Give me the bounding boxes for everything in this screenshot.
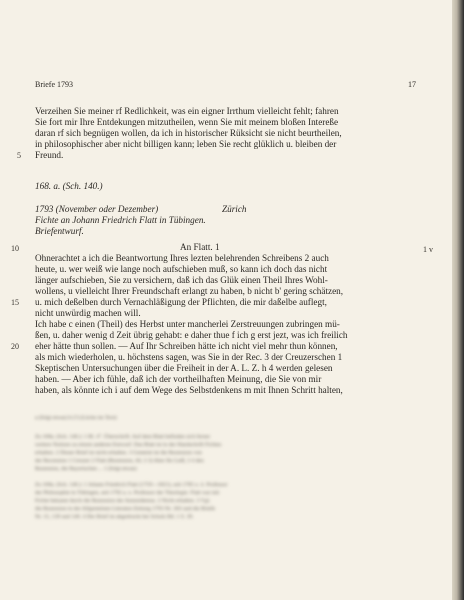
letter-type: Briefentwurf. xyxy=(35,226,84,236)
text-line: nicht unwürdig machen will. xyxy=(35,308,141,318)
text-line: eher hätte thun sollen. — Auf Ihr Schreiben hätte ich nicht viel mehr thun können, xyxy=(35,341,338,351)
page-number: 17 xyxy=(408,80,416,89)
footnote-line: Zu 168a. (Sch. 140.): 1 Bl. 4°. Überschrift. Auf dem Blatt befinden sich ferner xyxy=(35,434,211,440)
text-line: länger aufschieben, Sie zu versichern, daß ich das Glük einen Theil Ihres Wohl- xyxy=(35,275,328,285)
salutation: An Flatt. 1 xyxy=(180,242,220,252)
line-number: 20 xyxy=(11,342,19,351)
footnote-line: a (folgt etwas) b (?) (Lücke im Text) xyxy=(35,415,117,421)
letter-number: 168. a. (Sch. 140.) xyxy=(35,181,103,191)
text-line: Verzeihen Sie meiner rf Redlichkeit, was ein eigner Irrthum vielleicht fehlt; fahren xyxy=(35,106,339,116)
running-title: Briefe 1793 xyxy=(35,80,73,89)
margin-reference: 1 v xyxy=(423,245,433,254)
footnote-line: weitere Notizen zu einem anderen Entwurf. Das Blatt ist in der Handschrift Fichtes xyxy=(35,442,222,448)
footnote-line: der Recension 1 Creuzer 2 Flatt (Rezension, AL 3 3) Aber Ihr Ließ, 3 4 den xyxy=(35,458,204,464)
text-line: ßen, u. daher wenig d Zeit übrig gehabt: e daher thue f ich g erst jezt, was ich freilich xyxy=(35,330,348,340)
text-line: Ich habe c einen (Theil) des Herbst unter mancherlei Zerstreuungen zubringen mü- xyxy=(35,319,340,329)
footnote-line: Fichte bekannt durch die Rezension der Aenesidemus. 2 Nicht erhalten. 3 Vgl. xyxy=(35,498,211,504)
footnote-line: der Philosophie in Tübingen, seit 1792 a. o. Professor der Theologie. Flatt war mit xyxy=(35,490,220,496)
footnote-line: die Rezension in der Allgemeinen Literatur-Zeitung 1793 Nr. 303 und die Briefe xyxy=(35,506,216,512)
footnote-line: Zu 168a. (Sch. 140.): 1 Johann Friedrich Flatt (1759—1821), seit 1785 o. ö. Professor xyxy=(35,482,228,488)
text-line: haben. — Aber ich fühle, daß ich der vortheilhaften Meinung, die Sie von mir xyxy=(35,374,322,384)
text-line: haben, als könnte ich i auf dem Wege des Selbstdenkens m mit Ihnen Schritt halten, xyxy=(35,385,343,395)
text-line: in philosophischer aber nicht billigen kann; leben Sie recht glüklich u. bleiben der xyxy=(35,139,337,149)
text-line: Freund. xyxy=(35,150,64,160)
letter-place: Zürich xyxy=(222,204,247,214)
line-number: 10 xyxy=(11,244,19,253)
text-line: u. mich deßelben durch Vernachläßigung der Pflichten, die mir daßelbe auflegt, xyxy=(35,297,327,307)
text-line: Sie fort mir Ihre Entdekungen mitzutheilen, wenn Sie mit meinem bloßen Intereße xyxy=(35,117,339,127)
letter-recipient: Fichte an Johann Friedrich Flatt in Tübingen. xyxy=(35,215,206,225)
footnote-line: erhalten. 2 Dieser Brief ist nicht erhalten. 3 Gemeint ist die Rezension von xyxy=(35,450,202,456)
text-line: als mich wiederholen, u. höchstens sagen, was Sie in der Rec. 3 der Creuzerschen 1 xyxy=(35,352,343,362)
footnote-line: Nr. 15, 139 und 140. 4 Der Brief ist abgedruckt bei Schulz Bd. 1 S. 39. xyxy=(35,514,194,520)
text-line: wollens, u vielleicht Ihrer Freundschaft erlangt zu haben, b nicht b' gering schätzen, xyxy=(35,286,344,296)
text-line: heute, u. wer weiß wie lange noch aufschieben muß, so kann ich doch das nicht xyxy=(35,264,328,274)
text-line: daran rf sich begnügen wollen, da ich in historischer Rüksicht sie nicht beurtheilen, xyxy=(35,128,342,138)
text-line: Skeptischen Untersuchungen über die Freiheit in der A. L. Z. h 4 werden gelesen xyxy=(35,363,333,373)
page-edge xyxy=(452,0,464,600)
footnote-line: Rezension, die Bayerischen ... 1 (folgt etwas) xyxy=(35,466,137,472)
letter-date: 1793 (November oder Dezember) xyxy=(35,204,159,214)
text-line: Ohnerachtet a ich die Beantwortung Ihres lezten belehrenden Schreibens 2 auch xyxy=(35,253,329,263)
line-number: 5 xyxy=(17,151,21,160)
line-number: 15 xyxy=(11,298,19,307)
